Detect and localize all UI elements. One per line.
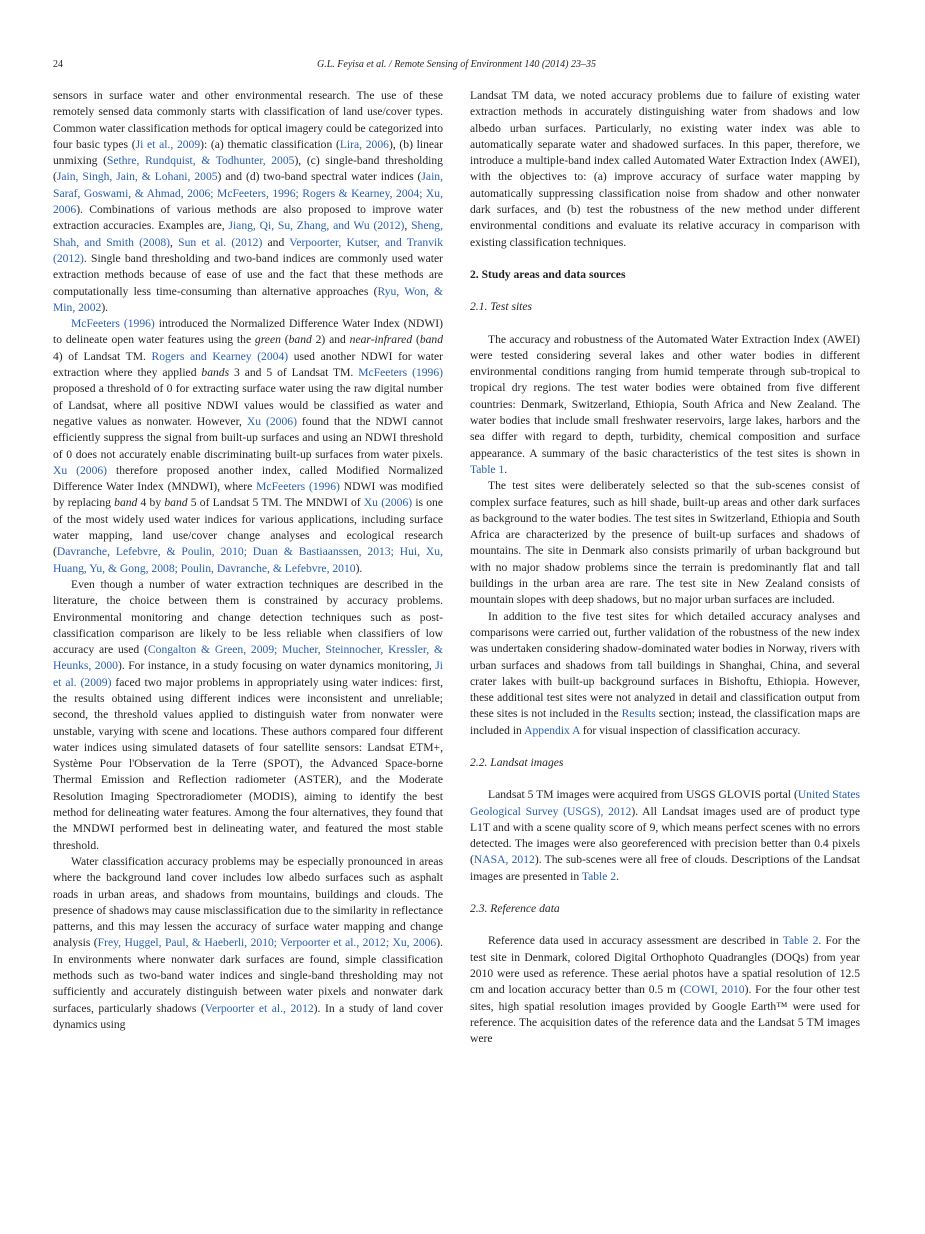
paragraph: [470, 787, 860, 885]
text-run: Even though a number of water extraction techniques are described in the literature, the choice between them is constrained by accuracy problems. Environmental monitoring and change detection techniques such as post-classification comparison are likely to be less reliable when classifiers of low accuracy are used (: [53, 577, 443, 657]
text-run: NDWI was modified by replacing: [53, 480, 443, 510]
citation-link[interactable]: McFeeters (1996): [358, 366, 444, 380]
text-run: The accuracy and robustness of the Automated Water Extraction Index (AWEI) were tested considering several lakes and other water bodies in different environmental conditions ranging from humid temperate through sub-tropical to tropical dry regions. The test water bodies were obtained from five different countries: Denmark, Switzerland, Ethiopia, South Africa and New Zealand. The water bodies that include small freshwater reservoirs, large lakes, harbors and the sea differ with regard to depth, turbidity, chemical composition and surface appearance. A summary of the basic characteristics of the test sites is shown in: [470, 332, 860, 460]
text-run: ). For instance, in a study focusing on water dynamics monitoring,: [117, 659, 436, 673]
citation-link[interactable]: McFeeters (1996): [256, 480, 340, 494]
citation-link[interactable]: Sun et al. (2012): [178, 235, 263, 249]
page-number: 24: [53, 59, 63, 70]
text-run: ).: [101, 300, 109, 314]
text-run: for visual inspection of classification accuracy.: [579, 723, 801, 737]
citation-link[interactable]: Congalton & Green, 2009; Mucher, Steinnocher, Kressler, & Heunks, 2000: [53, 643, 443, 673]
text-run: Reference data used in accuracy assessment are described in: [488, 934, 783, 948]
citation-link[interactable]: Rogers and Kearney (2004): [151, 349, 289, 363]
citation-link[interactable]: Sethre, Rundquist, & Todhunter, 2005: [106, 154, 295, 168]
text-run: ,: [170, 235, 179, 249]
text-run: introduced the Normalized Difference Water Index (NDWI) to delineate open water features using the: [53, 317, 443, 347]
text-run: ). All Landsat images used are of product type L1T and with a scene quality score of 9, which means perfect scenes with no errors detected. The images were also georeferenced with precision better than 0.4 pixels (: [470, 804, 860, 867]
citation-link[interactable]: United States Geological Survey (USGS), 2012: [470, 788, 860, 818]
citation-link[interactable]: Xu (2006): [363, 496, 413, 510]
text-run: and: [262, 235, 290, 249]
citation-link[interactable]: Verpoorter et al., 2012: [204, 1001, 314, 1015]
text-run: ). In environments where nonwater dark surfaces are found, simple classification methods such as two-band water indices and single-band thresholding may not sufficiently and accurately distinguish between water pixels and nonwater dark surfaces, particularly shadows (: [53, 936, 443, 1015]
citation-link[interactable]: Table 2: [581, 869, 617, 883]
citation-link[interactable]: Table 1: [470, 462, 505, 476]
text-run: . Single band thresholding and two-band indices are commonly used water extraction methods because of ease of use and the fact that these methods are computationally less time-consuming than alternative approaches (: [53, 251, 443, 298]
paragraph: [470, 332, 860, 479]
text-run: ).: [355, 561, 363, 575]
paragraph: [53, 88, 443, 316]
citation-link[interactable]: Verpoorter, Kutser, and Tranvik (2012): [53, 235, 444, 265]
text-run: .: [616, 869, 620, 883]
text-run: therefore proposed another index, called Modified Normalized Difference Water Index (MNDWI), where: [53, 463, 443, 494]
text-run: Landsat TM data, we noted accuracy problems due to failure of existing water extraction methods in accurately distinguishing water from shadows and low albedo urban surfaces. Particularly, no existing water index was able to automatically separate water and shadowed surfaces. In this paper, therefore, we introduce a multiple-band index called Automated Water Extraction Index (AWEI), with the objectives to: (a) improve accuracy of surface water mapping by automatically suppressing classification noise from shadow and other nonwater dark surfaces, and (b) test the robustness of the new method under different environmental conditions and evaluate its relative accuracy in comparison with existing classification techniques.: [470, 89, 860, 249]
text-run: sensors in surface water and other environmental research. The use of these remotely sensed data commonly starts with classification of land use/cover types. Common water classification methods for optical imagery could be categorized into four basic types (: [53, 89, 443, 151]
text-run: ), (b) linear unmixing (: [53, 137, 444, 168]
subsection-heading: 2.2. Landsat images: [470, 755, 564, 769]
text-run: proposed a threshold of 0 for extracting surface water using the raw digital number of Landsat, where all positive NDWI values would be classified as water and negative values as nonwater. However,: [53, 382, 443, 428]
citation-link[interactable]: NASA, 2012: [473, 853, 535, 867]
italic-term: band: [419, 333, 444, 347]
paragraph: [53, 854, 443, 1033]
text-run: .: [504, 462, 508, 476]
text-run: ). The sub-scenes were all free of clouds. Descriptions of the Landsat images are presented in: [470, 853, 860, 883]
italic-term: band: [164, 496, 188, 510]
right-column: [470, 88, 860, 1047]
text-run: ), (c) single-band thresholding (: [53, 154, 443, 184]
citation-link[interactable]: Xu (2006): [246, 414, 297, 428]
text-run: 3 and 5 of Landsat TM.: [229, 366, 359, 380]
citation-link[interactable]: Results: [621, 707, 656, 721]
text-run: In addition to the five test sites for which detailed accuracy analyses and comparisons were carried out, further validation of the robustness of the new index was undertaken considering shadow-dominated water bodies in Norway, rivers with urban surfaces and shadows from tall buildings in Shanghai, China, and several crater lakes with built-up background surfaces in Bishoftu, Ethiopia. However, these additional test sites were not analyzed in detail and classification output from these sites is not included in the: [470, 609, 860, 721]
text-run: Landsat 5 TM images were acquired from USGS GLOVIS portal (: [488, 788, 798, 802]
text-run: ): (a) thematic classification (: [200, 137, 340, 151]
text-run: ) and (d) two-band spectral water indices (: [217, 170, 422, 184]
citation-link[interactable]: Lira, 2006: [339, 137, 389, 151]
paragraph: [53, 316, 443, 577]
paragraph: [470, 88, 860, 251]
italic-term: green: [254, 333, 281, 347]
left-column: [53, 88, 443, 1033]
text-run: found that the NDWI cannot efficiently suppress the signal from built-up surfaces and using an NDWI threshold of 0 does not accurately enable discriminating built-up surfaces from water pixels.: [53, 414, 443, 461]
text-run: 5 of Landsat 5 TM. The MNDWI of: [187, 496, 364, 510]
text-run: ). For the four other test sites, high spatial resolution images provided by Google Earth™ were used for reference. The acquisition dates of the reference data and the Landsat 5 TM images were: [470, 983, 860, 1046]
subsection-heading: 2.1. Test sites: [470, 300, 533, 314]
text-run: . For the test site in Denmark, colored Digital Orthophoto Quadrangles (DOQs) from year 2010 were used as reference. These aerial photos have a spatial resolution of 12.5 cm and location accuracy better than 0.5 m (: [470, 934, 861, 997]
citation-link[interactable]: Jiang, Qi, Su, Zhang, and Wu (2012): [228, 219, 405, 233]
text-run: Water classification accuracy problems may be especially pronounced in areas where the background land cover includes low albedo surfaces such as asphalt roads in urban areas, and shadows from mountains, buildings and clouds. The presence of shadows may cause misclassification due to the similarity in reflectance patterns, and this may lessen the accuracy of surface water mapping and change analysis (: [53, 854, 443, 950]
citation-link[interactable]: Appendix A: [524, 723, 580, 737]
italic-term: bands: [201, 366, 230, 380]
citation-link[interactable]: Ji et al. (2009): [53, 659, 444, 689]
paragraph: [53, 577, 443, 854]
citation-link[interactable]: Ji et al., 2009: [135, 137, 201, 151]
text-run: ). In a study of land cover dynamics using: [53, 1001, 443, 1031]
citation-link[interactable]: Sheng, Shah, and Smith (2008): [53, 219, 443, 249]
text-run: used another NDWI for water extraction where they applied: [53, 349, 443, 380]
citation-link[interactable]: Ryu, Won, & Min, 2002: [53, 284, 444, 314]
paragraph: [470, 478, 860, 608]
subsection-heading: 2.3. Reference data: [470, 902, 560, 916]
text-run: The test sites were deliberately selected so that the sub-scenes consist of complex surface features, such as hill shade, built-up areas and other dark surfaces as background to the water bodies. The test sites in Switzerland, Ethiopia and South Africa are characterized by the presence of built-up surfaces and shadows of mountains. The site in Denmark also consists primarily of urban background but with no major shadow problems since the terrain is predominantly flat and tall buildings in the urban area are rare. The test site in New Zealand consists of mountain slopes with deep shadows, but no major urban surfaces are included.: [470, 479, 860, 607]
paragraph: [470, 609, 860, 739]
italic-term: band: [288, 333, 312, 347]
italic-term: band: [114, 496, 138, 510]
citation-link[interactable]: COWI, 2010: [683, 983, 745, 997]
text-run: 4 by: [137, 496, 165, 510]
citation-link[interactable]: Jain, Singh, Jain, & Lohani, 2005: [56, 170, 218, 184]
text-run: 2) and: [311, 333, 350, 347]
citation-link[interactable]: McFeeters (1996): [71, 317, 155, 331]
text-run: (: [412, 333, 420, 347]
citation-link[interactable]: Xu (2006): [53, 463, 108, 477]
citation-link[interactable]: Jain, Saraf, Goswami, & Ahmad, 2006; McFeeters, 1996; Rogers & Kearney, 2004; Xu, 2006: [53, 170, 443, 217]
text-run: (: [280, 333, 289, 347]
running-title: G.L. Feyisa et al. / Remote Sensing of Environment 140 (2014) 23–35: [316, 59, 597, 70]
text-run: faced two major problems in appropriately using water indices: first, the results obtained using different indices were inconsistent and unreliable; second, the threshold values applied to distinguish water from nonwater were unstable, varying with scene and locations. These authors compared four different water indices using simulated datasets of four satellite sensors: Landsat ETM+, Système Pour l'Observation de la Terre (SPOT), the Advanced Space-borne Thermal Emission and Reflection radiometer (ASTER), and the Moderate Resolution Imaging Spectroradiometer (MODIS), aiming to identify the best method for delineating water features. Among the four alternatives, they found that the MNDWI performed best in delineating water, and featured the most stable threshold.: [53, 675, 443, 852]
text-run: section; instead, the classification maps are included in: [470, 707, 860, 737]
text-run: 4) of Landsat TM.: [53, 349, 152, 363]
citation-link[interactable]: Davranche, Lefebvre, & Poulin, 2010; Duan & Bastiaanssen, 2013; Hui, Xu, Huang, Yu, & Gong, 2008; Poulin, Davranche, & Lefebvre, 2010: [53, 545, 443, 575]
italic-term: near-infrared: [349, 333, 413, 347]
citation-link[interactable]: Frey, Huggel, Paul, & Haeberli, 2010; Verpoorter et al., 2012; Xu, 2006: [97, 936, 437, 950]
citation-link[interactable]: Table 2: [782, 934, 819, 948]
paragraph: [470, 933, 860, 1047]
page-header: [53, 58, 860, 72]
section-heading: 2. Study areas and data sources: [470, 267, 626, 281]
text-run: ). Combinations of various methods are also proposed to improve water extraction accuracies. Examples are,: [53, 203, 443, 233]
text-run: ,: [404, 219, 412, 233]
text-run: is one of the most widely used water indices for various applications, including surface water mapping, land use/cover change analyses and ecological research (: [53, 496, 444, 559]
